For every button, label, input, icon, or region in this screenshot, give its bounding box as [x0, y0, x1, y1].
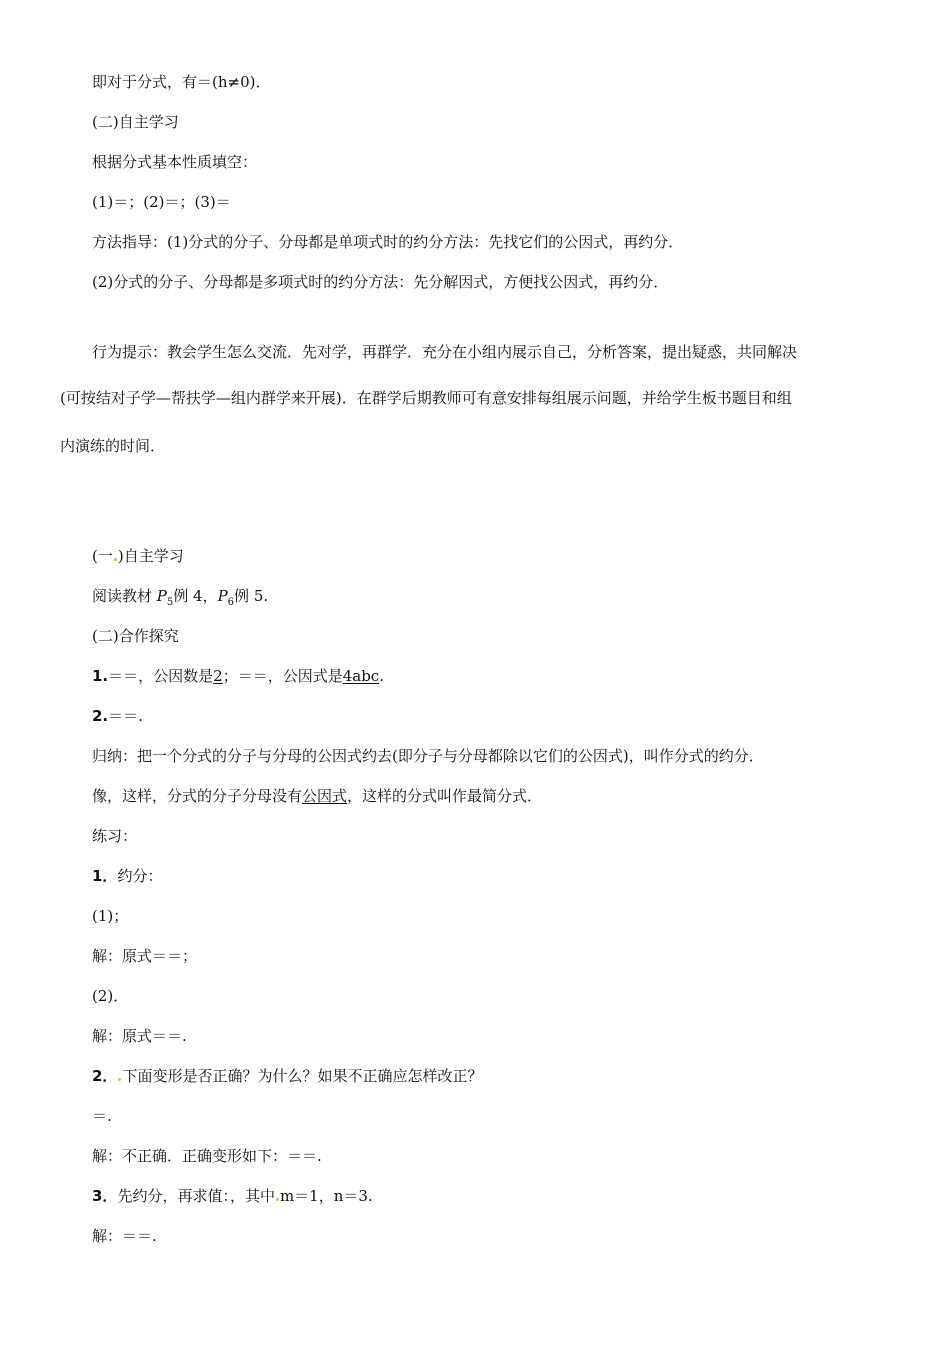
- item-1-prefix: ＝＝，公因数是: [108, 667, 214, 685]
- heading-cooperation: (二)合作探究: [92, 627, 179, 645]
- simplest-suffix: ，这样的分式叫作最简分式．: [347, 787, 543, 805]
- item-2-number: 2.: [92, 707, 109, 725]
- simplest-fraction-line: [92, 786, 542, 806]
- practice-2-solution: 解：不正确．正确变形如下：＝＝.: [92, 1147, 322, 1165]
- heading-suffix: )自主学习: [117, 547, 184, 565]
- behavior-tip-line-3: 内演练的时间．: [60, 437, 166, 455]
- item-1-number: 1.: [92, 667, 109, 685]
- practice-1-sub-1: (1)；: [92, 907, 129, 925]
- practice-label: 练习：: [92, 827, 138, 845]
- item-1-blank-1: 2: [213, 667, 223, 685]
- reading-mid: 例 4，: [173, 587, 218, 605]
- practice-3: [92, 1186, 373, 1206]
- heading-prefix: (一: [92, 547, 113, 565]
- practice-3-number: 3．: [92, 1187, 118, 1205]
- page-ref-2-sub: 6: [227, 597, 235, 608]
- instruction-text: 根据分式基本性质填空：: [92, 153, 258, 171]
- heading-self-study-2: [92, 546, 184, 566]
- item-2: [92, 706, 143, 726]
- simplest-prefix: 像，这样，分式的分子分母没有: [92, 787, 303, 805]
- dot-mark: [118, 1078, 121, 1081]
- page-ref-2: P: [217, 587, 228, 605]
- practice-2-text: 下面变形是否正确？为什么？如果不正确应怎样改正？: [122, 1067, 483, 1085]
- item-1-blank-2: 4abc: [342, 667, 380, 685]
- behavior-tip-line-1: 行为提示：教会学生怎么交流．先对学，再群学．充分在小组内展示自己，分析答案，提出疑惑，共同解决: [92, 343, 798, 361]
- page-ref-1-sub: 5: [166, 597, 174, 608]
- behavior-tip-line-2: (可按结对子学—帮扶学—组内群学来开展)．在群学后期教师可有意安排每组展示问题，并给学生板书题目和组: [60, 389, 792, 407]
- reading-prefix: 阅读教材: [92, 587, 153, 605]
- practice-2-expression: ＝.: [92, 1107, 112, 1125]
- dot-mark: [114, 558, 117, 561]
- fill-blanks: (1)＝；(2)＝；(3)＝: [92, 193, 231, 211]
- practice-3-solution: 解：＝＝.: [92, 1227, 157, 1245]
- page-ref-1: P: [156, 587, 167, 605]
- practice-1: [92, 866, 162, 886]
- reading-suffix: 例 5.: [234, 587, 269, 605]
- item-1-mid: ；＝＝，公因式是: [222, 667, 343, 685]
- simplest-blank: 公因式: [302, 787, 348, 805]
- method-guide-2: (2)分式的分子、分母都是多项式时的约分方法：先分解因式，方便找公因式，再约分．: [92, 273, 669, 291]
- heading-self-study: (二)自主学习: [92, 113, 179, 131]
- practice-3-prefix: 先约分，再求值：，其中: [117, 1187, 275, 1205]
- item-1: [92, 666, 384, 686]
- practice-1-solution-2: 解：原式＝＝.: [92, 1027, 187, 1045]
- practice-1-number: 1．: [92, 867, 118, 885]
- practice-2-number: 2．: [92, 1067, 118, 1085]
- practice-1-text: 约分：: [117, 867, 163, 885]
- formula-line: 即对于分式，有＝(h≠0)．: [92, 73, 271, 91]
- item-1-suffix: .: [379, 667, 384, 685]
- practice-2: [92, 1066, 482, 1086]
- summary-text: 归纳：把一个分式的分子与分母的公因式约去(即分子与分母都除以它们的公因式)，叫作分式的约分．: [92, 747, 764, 765]
- item-2-text: ＝＝.: [108, 707, 143, 725]
- dot-mark: [276, 1198, 279, 1201]
- practice-3-suffix: m＝1，n＝3.: [279, 1187, 373, 1205]
- practice-1-sub-2: (2)．: [92, 987, 129, 1005]
- method-guide-1: 方法指导：(1)分式的分子、分母都是单项式时的约分方法：先找它们的公因式，再约分．: [92, 233, 684, 251]
- reading-line: [92, 586, 268, 606]
- practice-1-solution-1: 解：原式＝＝；: [92, 947, 198, 965]
